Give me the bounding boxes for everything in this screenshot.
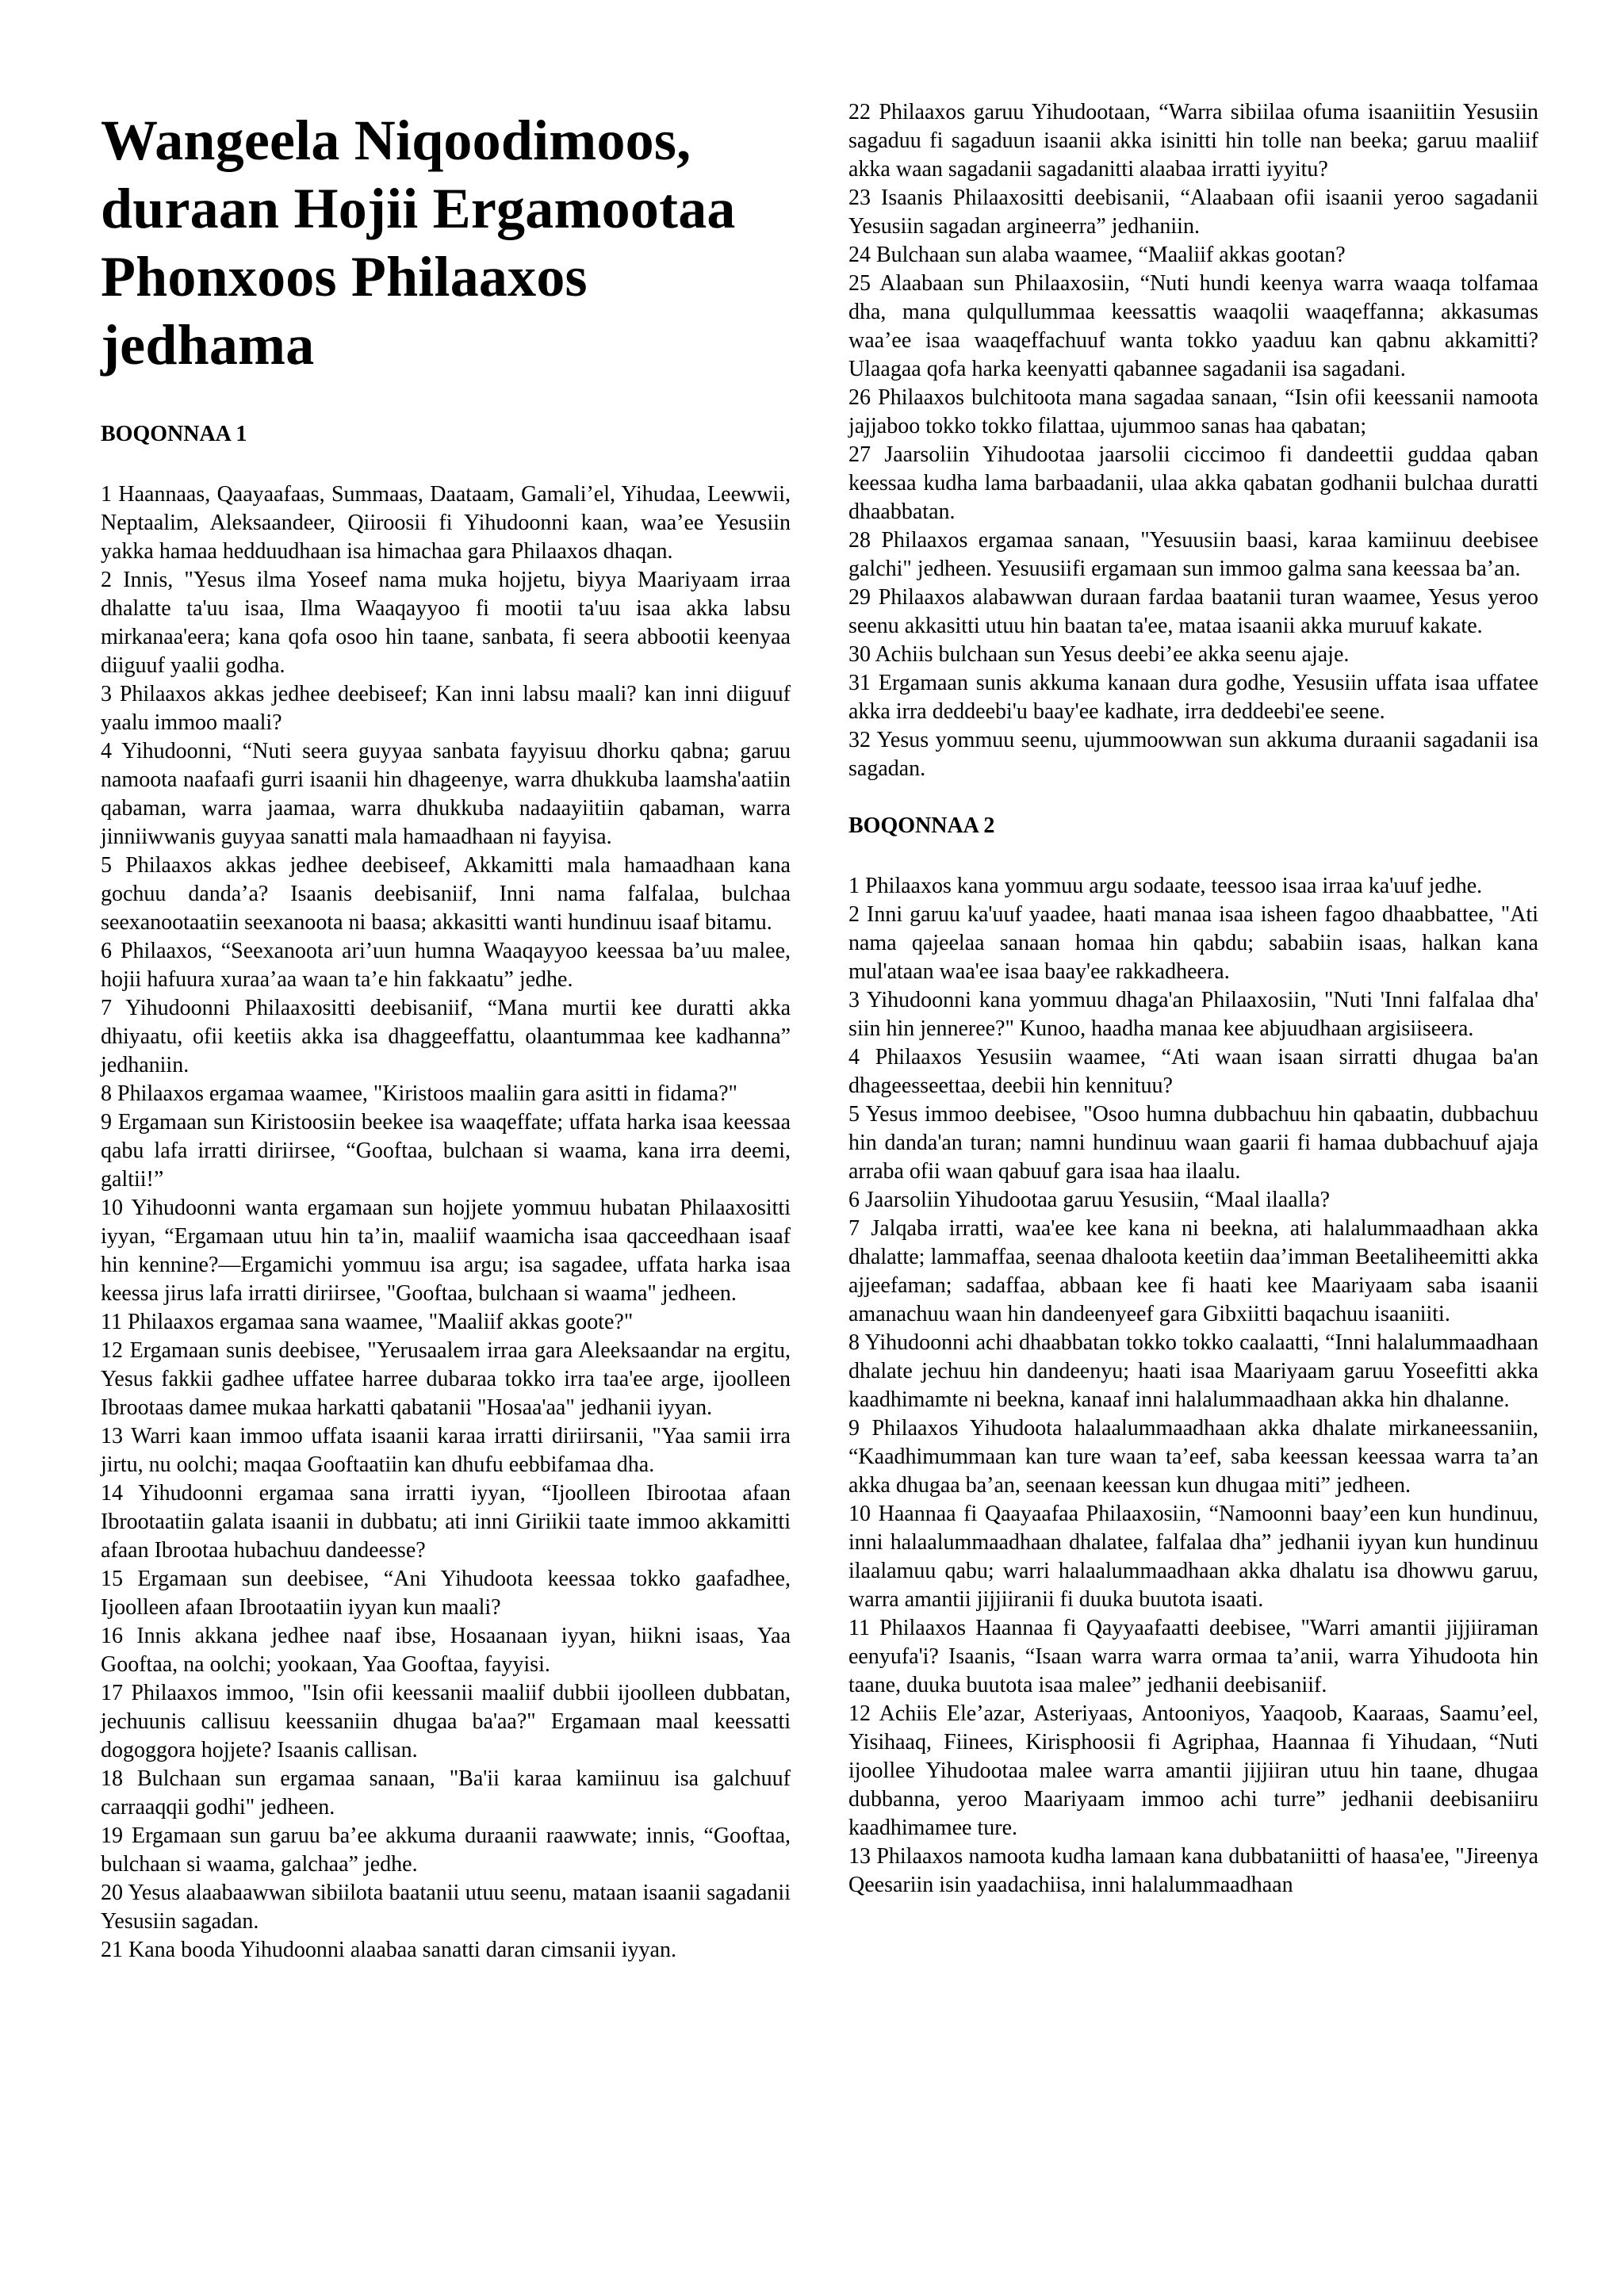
chapter-1-verses [101, 480, 791, 1965]
verse: 1 Haannaas, Qaayaafaas, Summaas, Daataam, Gamali’el, Yihudaa, Leewwii, Neptaalim, Aleksaandeer, Qiiroosii fi Yihudoonni kaan, waa’ee Yesusiin yakka hamaa hedduudhaan isa himachaa gara Philaaxos dhaqan. [101, 482, 791, 564]
chapter-heading: BOQONNAA 1 [101, 422, 247, 446]
verse: 9 Philaaxos Yihudoota halaalummaadhaan akka dhalate mirkaneessaniin, “Kaadhimummaan kan ture waan ta’eef, saba keessan keessaa warra ta’an akka dhugaa ba’an, seenaan keessan kun dhugaa miti” jedheen. [848, 1416, 1538, 1498]
left-column [101, 98, 791, 1965]
verse: 15 Ergamaan sun deebisee, “Ani Yihudoota keessaa tokko gaafadhee, Ijoolleen afaan Ibrootaatiin iyyan kun maali? [101, 1567, 791, 1620]
verse: 31 Ergamaan sunis akkuma kanaan dura godhe, Yesusiin uffata isaa uffatee akka irra deddeebi'u baay'ee kadhate, irra deddeebi'ee seene. [848, 671, 1538, 724]
verse: 10 Haannaa fi Qaayaafaa Philaaxosiin, “Namoonni baay’een kun hundinuu, inni halaalummaadhaan dhalatee, falfalaa dha” jedhanii iyyan kun hundinuu ilaalamuu qabu; warri halaalummaadhaan akka dhalatu isa dhowwu garuu, warra amantii jijjiiranii fi duuka buutota isaati. [848, 1502, 1538, 1612]
verse: 5 Yesus immoo deebisee, "Osoo humna dubbachuu hin qabaatin, dubbachuu hin danda'an turan; namni hundinuu waan gaarii fi hamaa dubbachuuf ajaja arraba ofii waan qabuuf gara isaa haa ilaalu. [848, 1102, 1538, 1184]
verse: 2 Innis, "Yesus ilma Yoseef nama muka hojjetu, biyya Maariyaam irraa dhalatte ta'uu isaa, Ilma Waaqayyoo fi mootii ta'uu isaa akka labsu mirkanaa'eera; kana qofa osoo hin taane, sanbata, fi seera abbootii keenyaa diiguuf yaalii godha. [101, 568, 791, 678]
verse: 7 Jalqaba irratti, waa'ee kee kana ni beekna, ati halalummaadhaan akka dhalatte; lammaffaa, seenaa dhaloota keetiin daa’imman Beetaliheemitti akka ajjeefaman; sadaffaa, abbaan kee fi haati kee Maariyaam saba isaanii amanachuu waan hin dandeenyeef gara Gibxiitti baqachuu isaaniiti. [848, 1216, 1538, 1326]
verse: 22 Philaaxos garuu Yihudootaan, “Warra sibiilaa ofuma isaaniitiin Yesusiin sagaduu fi sagaduun isaanii akka isinitti hin tolle nan beeka; garuu maaliif akka waan sagadanii sagadanitti alaabaa irratti iyyitu? [848, 100, 1538, 182]
chapter-heading: BOQONNAA 2 [848, 813, 995, 838]
document-title: Wangeela Niqoodimoos, duraan Hojii Ergamootaa Phonxoos Philaaxos jedhama [101, 109, 736, 377]
verse: 11 Philaaxos ergamaa sana waamee, "Maaliif akkas goote?" [101, 1310, 634, 1334]
verse: 13 Philaaxos namoota kudha lamaan kana dubbataniitti of haasa'ee, "Jireenya Qeesariin isin yaadachiisa, inni halalummaadhaan [848, 1844, 1538, 1897]
verse: 13 Warri kaan immoo uffata isaanii karaa irratti diriirsanii, "Yaa samii irra jirtu, nu oolchi; maqaa Gooftaatiin kan dhufu eebbifamaa dha. [101, 1424, 791, 1477]
verse: 29 Philaaxos alabawwan duraan fardaa baatanii turan waamee, Yesus yeroo seenu akkasitti utuu hin baatan ta'ee, mataa isaanii akka muruuf kakate. [848, 585, 1538, 638]
verse: 3 Philaaxos akkas jedhee deebiseef; Kan inni labsu maali? kan inni diiguuf yaalu immoo maali? [101, 682, 791, 735]
verse: 27 Jaarsoliin Yihudootaa jaarsolii ciccimoo fi dandeettii guddaa qaban keessaa kudha lama barbaadanii, ulaa akka qabatan godhanii bulchaa duratti dhaabbatan. [848, 442, 1538, 524]
verse: 24 Bulchaan sun alaba waamee, “Maaliif akkas gootan? [848, 243, 1346, 267]
chapter-1-verses-continued [848, 98, 1538, 783]
right-column [848, 98, 1538, 1900]
verse: 30 Achiis bulchaan sun Yesus deebi’ee akka seenu ajaje. [848, 642, 1350, 667]
verse: 10 Yihudoonni wanta ergamaan sun hojjete yommuu hubatan Philaaxositti iyyan, “Ergamaan utuu hin ta’in, maaliif waamicha isaa qacceedhaan isaaf hin kennine?—Ergamichi yommuu isa argu; isa sagadee, uffata harka isaa keessa jirus lafa irratti diriirsee, "Gooftaa, bulchaan si waama" jedheen. [101, 1196, 791, 1306]
verse: 23 Isaanis Philaaxositti deebisanii, “Alaabaan ofii isaanii yeroo sagadanii Yesusiin sagadan argineerra” jedhaniin. [848, 186, 1538, 239]
verse: 11 Philaaxos Haannaa fi Qayyaafaatti deebisee, "Warri amantii jijjiiraman eenyufa'i? Isaanis, “Isaan warra warra ormaa ta’anii, warra Yihudoota hin taane, duuka buutota isaa malee” jedhanii deebisaniif. [848, 1616, 1538, 1697]
verse: 6 Jaarsoliin Yihudootaa garuu Yesusiin, “Maal ilaalla? [848, 1188, 1331, 1212]
verse: 8 Yihudoonni achi dhaabbatan tokko tokko caalaatti, “Inni halalummaadhaan dhalate jechuu hin dandeenyu; haati isaa Maariyaam garuu Yoseefitti akka kaadhimamte ni beekna, kanaaf inni halalummaadhaan akka hin dhalanne. [848, 1330, 1538, 1412]
verse: 4 Philaaxos Yesusiin waamee, “Ati waan isaan sirratti dhugaa ba'an dhageesseettaa, deebii hin kennituu? [848, 1045, 1538, 1098]
verse: 8 Philaaxos ergamaa waamee, "Kiristoos maaliin gara asitti in fidama?" [101, 1081, 737, 1106]
verse: 18 Bulchaan sun ergamaa sanaan, "Ba'ii karaa kamiinuu isa galchuuf carraaqqii godhi" jedheen. [101, 1766, 791, 1820]
verse: 14 Yihudoonni ergamaa sana irratti iyyan, “Ijoolleen Ibirootaa afaan Ibrootaatiin galata isaanii in dubbatu; ati inni Giriikii taate immoo akkamitti afaan Ibrootaa hubachuu dandeesse? [101, 1481, 791, 1563]
verse: 19 Ergamaan sun garuu ba’ee akkuma duraanii raawwate; innis, “Gooftaa, bulchaan si waama, galchaa” jedhe. [101, 1823, 791, 1877]
verse: 1 Philaaxos kana yommuu argu sodaate, teessoo isaa irraa ka'uuf jedhe. [848, 874, 1483, 898]
verse: 9 Ergamaan sun Kiristoosiin beekee isa waaqeffate; uffata harka isaa keessaa qabu lafa irratti diriirsee, “Gooftaa, bulchaan si waama, kana irra deemi, galtii!” [101, 1110, 791, 1192]
verse: 4 Yihudoonni, “Nuti seera guyyaa sanbata fayyisuu dhorku qabna; garuu namoota naafaafi gurri isaanii hin dhageenye, warra dhukkuba laamsha'aatiin qabaman, warra jaamaa, warra dhukkuba nadaayiitiin qabaman, warra jinniiwwanis guyyaa sanatti mala hamaadhaan ni fayyisa. [101, 739, 791, 849]
verse: 12 Ergamaan sunis deebisee, "Yerusaalem irraa gara Aleeksaandar na ergitu, Yesus fakkii gadhee uffatee harree dubaraa tokko irra taa'ee arge, ijoolleen Ibrootaas damee mukaa harkatti qabatanii "Hosaa'aa" jedhanii iyyan. [101, 1338, 791, 1420]
verse: 2 Inni garuu ka'uuf yaadee, haati manaa isaa isheen fagoo dhaabbattee, "Ati nama qajeelaa sanaan homaa hin qabdu; sababiin isaas, halkan kana mul'ataan waa'ee isaa baay'ee rakkadheera. [848, 902, 1538, 984]
verse: 6 Philaaxos, “Seexanoota ari’uun humna Waaqayyoo keessaa ba’uu malee, hojii hafuura xuraa’aa waan ta’e hin fakkaatu” jedhe. [101, 939, 791, 992]
verse: 16 Innis akkana jedhee naaf ibse, Hosaanaan iyyan, hiikni isaas, Yaa Gooftaa, na oolchi; yookaan, Yaa Gooftaa, fayyisi. [101, 1624, 791, 1677]
verse: 26 Philaaxos bulchitoota mana sagadaa sanaan, “Isin ofii keessanii namoota jajjaboo tokko tokko filattaa, ujummoo sanas haa qabatan; [848, 385, 1538, 438]
verse: 21 Kana booda Yihudoonni alaabaa sanatti daran cimsanii iyyan. [101, 1938, 676, 1962]
verse: 5 Philaaxos akkas jedhee deebiseef, Akkamitti mala hamaadhaan kana gochuu danda’a? Isaanis deebisaniif, Inni nama falfalaa, bulchaa seexanootaatiin seexanoota ni baasa; akkasitti wanti hundinuu isaaf bitamu. [101, 853, 791, 935]
verse: 17 Philaaxos immoo, "Isin ofii keessanii maaliif dubbii ijoolleen dubbatan, jechuunis callisuu keessaniin dhugaa ba'aa?" Ergamaan maal keessatti dogoggora hojjete? Isaanis callisan. [101, 1681, 791, 1762]
verse: 28 Philaaxos ergamaa sanaan, "Yesuusiin baasi, karaa kamiinuu deebisee galchi" jedheen. Yesuusiifi ergamaan sun immoo galma sana keessaa ba’an. [848, 528, 1538, 581]
verse: 7 Yihudoonni Philaaxositti deebisaniif, “Mana murtii kee duratti akka dhiyaatu, ofii keetiis akka isa dhaggeeffattu, olaantummaa kee kadhanna” jedhaniin. [101, 996, 791, 1077]
chapter-2-verses [848, 872, 1538, 1900]
verse: 32 Yesus yommuu seenu, ujummoowwan sun akkuma duraanii sagadanii isa sagadan. [848, 728, 1538, 781]
verse: 20 Yesus alaabaawwan sibiilota baatanii utuu seenu, mataan isaanii sagadanii Yesusiin sagadan. [101, 1881, 791, 1934]
verse: 25 Alaabaan sun Philaaxosiin, “Nuti hundi keenya warra waaqa tolfamaa dha, mana qulqullummaa keessattis waaqolii waaqeffanna; akkasumas waa’ee isaa waaqeffachuuf wanta tokko yaaduu kan qabnu akkamitti? Ulaagaa qofa harka keenyatti qabannee sagadanii isa sagadani. [848, 271, 1538, 381]
verse: 12 Achiis Ele’azar, Asteriyaas, Antooniyos, Yaaqoob, Kaaraas, Saamu’eel, Yisihaaq, Fiinees, Kirisphoosii fi Agriphaa, Haannaa fi Yihudaan, “Nuti ijoollee Yihudootaa malee warra amantii jijjiiran utuu hin taane, dhugaa dubbanna, yeroo Maariyaam immoo achi turre” jedhanii deebisaniiru kaadhimamee ture. [848, 1701, 1538, 1840]
verse: 3 Yihudoonni kana yommuu dhaga'an Philaaxosiin, "Nuti 'Inni falfalaa dha' siin hin jenneree?" Kunoo, haadha manaa kee abjuudhaan argisiiseera. [848, 988, 1538, 1041]
